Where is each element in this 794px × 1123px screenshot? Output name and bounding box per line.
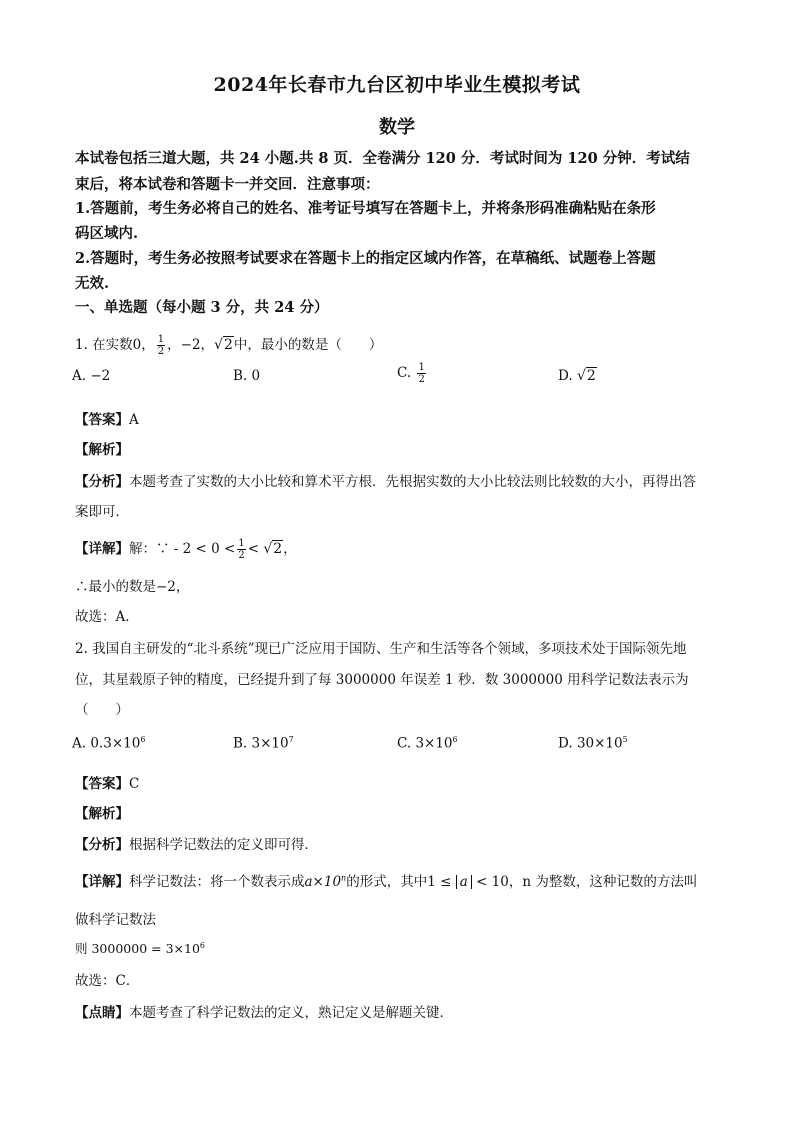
option-label: D. (558, 368, 573, 384)
fraction-half (417, 362, 425, 385)
exponent: 6 (140, 735, 146, 744)
option-b: B. 0 (233, 368, 261, 384)
fraction-denominator: 2 (418, 374, 425, 385)
option-d (558, 735, 628, 752)
question-1 (75, 333, 382, 357)
option-label: C. (397, 365, 412, 381)
option-label: B. (233, 735, 248, 752)
answer-line (75, 408, 139, 428)
option-value: 0.3×10 (90, 735, 141, 752)
exponent: 6 (199, 940, 205, 950)
detail-text: 的形式，其中 (346, 874, 428, 890)
radicand: 2 (223, 337, 233, 353)
choose-line: 故选：C． (75, 973, 140, 989)
choose-line: 故选：A． (75, 609, 139, 625)
instructions-item: 2.答题时，考生务必按照考试要求在答题卡上的指定区域内作答，在草稿纸、试题卷上答题 (75, 250, 656, 267)
fenxi-tag: 【分析】 (75, 474, 129, 490)
sqrt-two (214, 337, 234, 353)
option-label: D. (558, 735, 573, 752)
instructions-item: 码区域内. (75, 225, 139, 242)
option-c (397, 362, 428, 385)
exponent: 6 (452, 735, 458, 744)
conclusion-line: ∴最小的数是−2， (75, 579, 190, 595)
section-heading: 一、单选题（每小题 3 分，共 24 分） (75, 299, 329, 316)
fenxi-text: 本题考查了实数的大小比较和算术平方根．先根据实数的大小比较法则比较数的大小，再得出答 (129, 474, 696, 490)
exponent: 7 (288, 735, 294, 744)
calc-line (75, 939, 205, 957)
separator: ， (200, 337, 215, 353)
exam-title: 2024年长春市九台区初中毕业生模拟考试 (213, 74, 581, 96)
detail-line (75, 537, 297, 561)
less-than: < (247, 541, 260, 557)
fenxi-tag: 【分析】 (75, 837, 129, 853)
comment-text: 本题考查了科学记数法的定义，熟记定义是解题关键． (129, 1005, 453, 1021)
comment-tag: 【点睛】 (75, 1005, 129, 1021)
question-2-cont: 位，其星载原子钟的精度，已经提升到了每 3000000 年误差 1 秒．数 3000000 用科学记数法表示为 (75, 672, 689, 688)
instructions-line: 束后，将本试卷和答题卡一并交回．注意事项： (75, 176, 380, 193)
answer-value: C (129, 776, 140, 792)
subject-title: 数学 (379, 117, 415, 138)
question-2: 2. 我国自主研发的“北斗系统”现已广泛应用于国防、生产和生活等各个领域，多项技术处于国际领先地 (75, 641, 687, 657)
calc-text: 则 3000000 = 3×10 (75, 941, 200, 956)
answer-value: A (129, 412, 139, 428)
detail-text: ，n 为整数，这种记数的方法叫 (508, 874, 698, 890)
separator: ， (141, 337, 155, 353)
comment-line (75, 1001, 453, 1021)
detail-tag: 【详解】 (75, 541, 129, 557)
option-label: C. (397, 735, 412, 752)
radical-sign: √ (576, 368, 586, 384)
analysis-tag: 【解析】 (75, 442, 129, 458)
detail-tag: 【详解】 (75, 874, 129, 890)
fraction-numerator: 1 (238, 538, 245, 549)
detail-line (75, 870, 697, 890)
analysis-line (75, 833, 318, 853)
option-value: 30×10 (576, 735, 623, 752)
separator: ， (167, 337, 181, 353)
option-a: A. −2 (72, 368, 111, 384)
option-b (233, 735, 294, 752)
math-neg-two: −2 (180, 337, 201, 353)
question-text: 1. 在实数 (75, 337, 133, 353)
analysis-tag: 【解析】 (75, 806, 129, 822)
detail-text: 科学记数法：将一个数表示成 (129, 874, 305, 890)
instructions-item: 1.答题前，考生务必将自己的姓名、准考证号填写在答题卡上，并将条形码准确粘贴在条形 (75, 200, 656, 217)
fraction-numerator: 1 (157, 334, 165, 345)
option-value: 3×10 (251, 735, 289, 752)
answer-line (75, 772, 139, 792)
absolute-value: a (456, 875, 472, 889)
option-d (558, 368, 597, 384)
radicand: 2 (273, 541, 283, 557)
fraction-denominator: 2 (238, 550, 245, 561)
detail-text: 解：∵ - 2 < 0 < (129, 541, 236, 557)
option-label: A. (72, 735, 87, 752)
radical-sign: √ (263, 541, 273, 557)
inequality-right: < 10 (476, 874, 509, 890)
analysis-line: 案即可． (75, 504, 129, 520)
option-a (72, 735, 145, 752)
fraction-numerator: 1 (418, 362, 425, 373)
fraction-half (237, 538, 245, 561)
detail-line: 做科学记数法 (75, 912, 156, 928)
answer-tag: 【答案】 (75, 776, 129, 792)
inequality-left: 1 ≤ (427, 874, 452, 890)
question-2-cont: （ ） (75, 702, 129, 718)
fraction-half (157, 334, 165, 357)
exponent: n (341, 873, 347, 883)
exponent: 5 (622, 735, 628, 744)
question-text: 中，最小的数是（ ） (233, 337, 383, 353)
sci-form: a×10 (304, 874, 342, 890)
fenxi-text: 根据科学记数法的定义即可得． (129, 837, 318, 853)
option-c (397, 735, 458, 752)
radicand: 2 (586, 368, 596, 384)
radical-sign: √ (214, 337, 223, 353)
math-zero: 0 (132, 337, 142, 353)
sqrt-two (263, 541, 283, 557)
answer-tag: 【答案】 (75, 412, 129, 428)
sqrt-two (577, 368, 597, 384)
detail-text: ， (283, 541, 297, 557)
instructions-item: 无效. (75, 275, 110, 292)
option-value: 3×10 (415, 735, 453, 752)
instructions-line: 本试卷包括三道大题，共 24 小题.共 8 页．全卷满分 120 分．考试时间为 120 分钟．考试结 (75, 150, 690, 167)
fraction-denominator: 2 (157, 346, 165, 357)
analysis-line (75, 470, 696, 490)
